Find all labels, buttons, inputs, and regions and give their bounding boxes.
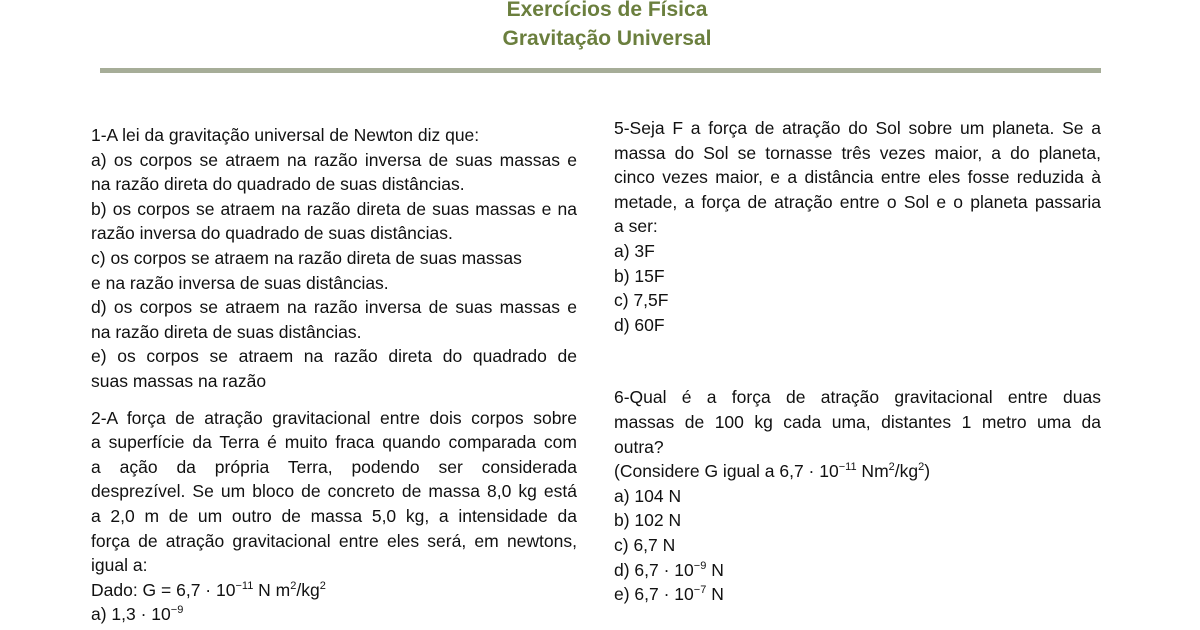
question-1-option-d-cont: na razão direta de suas distâncias. — [91, 321, 362, 342]
question-1-option-d: d) os corpos se atraem na razão inversa de suas massas e — [91, 297, 577, 318]
question-6-line: outra? — [614, 436, 664, 457]
question-2-line: a ação da própria Terra, podendo ser considerada — [91, 456, 577, 477]
question-1-option-b-cont: razão inversa do quadrado de suas distâncias. — [91, 223, 453, 244]
question-6-option-d: d) $6,7 \cdot 10^{-9}$ N — [614, 559, 724, 580]
question-2-line: a 2,0 m de um outro de massa 5,0 kg, a intensidade da — [91, 505, 577, 526]
question-6-option-a: a) 104 N — [614, 485, 682, 506]
question-6-option-c: c) 6,7 N — [614, 534, 676, 555]
question-1-option-b: b) os corpos se atraem na razão direta de suas massas e na — [91, 198, 577, 219]
question-6-option-e: e) $6,7 \cdot 10^{-7}$ N — [614, 584, 724, 605]
question-1-option-c-cont: e na razão inversa de suas distâncias. — [91, 272, 389, 293]
question-1-option-e: e) os corpos se atraem na razão direta do quadrado de — [91, 346, 577, 367]
spacer — [614, 337, 1101, 385]
question-2-given: Dado: $G = 6,7 \cdot 10^{-11}$ N $m^2/kg^2$ — [91, 579, 326, 600]
question-2 — [91, 406, 577, 627]
question-6-option-b: b) 102 N — [614, 510, 682, 531]
question-1-option-c: c) os corpos se atraem na razão direta de suas massas — [91, 247, 522, 268]
question-6-line: massas de 100 kg cada uma, distantes 1 metro uma da — [614, 411, 1101, 432]
question-2-line: igual a: — [91, 555, 148, 576]
question-2-line: desprezível. Se um bloco de concreto de massa 8,0 kg está — [91, 481, 577, 502]
question-6-constant: (Considere G igual a $6,7 \cdot 10^{-11}$ $Nm^2/kg^2$) — [614, 461, 931, 482]
question-2-line: força de atração gravitacional entre eles será, em newtons, — [91, 530, 577, 551]
question-5-line: cinco vezes maior, e a distância entre eles fosse reduzida à — [614, 167, 1101, 188]
header-divider — [100, 68, 1101, 73]
question-5-line: metade, a força de atração entre o Sol e o planeta passaria — [614, 191, 1101, 212]
question-2-line: a superfície da Terra é muito fraca quando comparada com — [91, 432, 577, 453]
question-5-line: 5-Seja F a força de atração do Sol sobre um planeta. Se a — [614, 118, 1101, 138]
page-subtitle: Gravitação Universal — [502, 27, 712, 50]
question-6-line: 6-Qual é a força de atração gravitacional entre duas — [614, 387, 1101, 408]
question-5 — [614, 116, 1101, 337]
question-1-option-a: a) os corpos se atraem na razão inversa de suas massas e — [91, 149, 577, 170]
question-5-line: massa do Sol se tornasse três vezes maior, a do planeta, — [614, 142, 1101, 163]
question-6 — [614, 385, 1101, 606]
question-1 — [91, 123, 577, 394]
question-5-option-b: b) 15F — [614, 265, 665, 286]
question-2-option-a: a) $1,3 \cdot 10^{-9}$ — [91, 604, 184, 625]
question-5-line: a ser: — [614, 216, 658, 237]
question-5-option-d: d) 60F — [614, 314, 665, 335]
question-1-option-e-cont: suas massas na razão — [91, 370, 267, 391]
page-title: Exercícios de Física — [506, 0, 708, 21]
question-5-option-c: c) 7,5F — [614, 290, 669, 311]
left-column — [91, 123, 577, 627]
question-2-line: 2-A força de atração gravitacional entre dois corpos sobre — [91, 407, 577, 428]
question-5-option-a: a) 3F — [614, 240, 655, 261]
spacer — [91, 394, 577, 406]
question-1-option-a-cont: na razão direta do quadrado de suas distâncias. — [91, 174, 465, 195]
question-1-stem: 1-A lei da gravitação universal de Newton diz que: — [91, 125, 480, 145]
right-column — [614, 116, 1101, 607]
